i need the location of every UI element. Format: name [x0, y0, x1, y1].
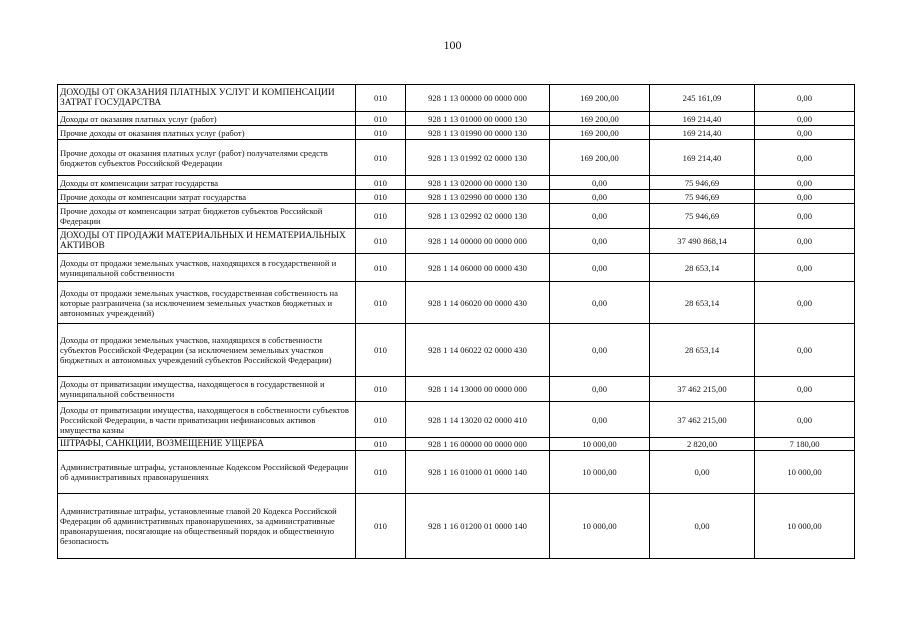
row-budget-code: 928 1 13 02000 00 0000 130 [406, 176, 550, 190]
row-approved: 0,00 [550, 377, 650, 402]
table-row [58, 140, 855, 176]
row-unexecuted: 0,00 [755, 254, 855, 282]
row-approved: 0,00 [550, 402, 650, 438]
table-row [58, 377, 855, 402]
table-row [58, 402, 855, 438]
row-admin-code: 010 [356, 494, 406, 559]
row-admin-code: 010 [356, 377, 406, 402]
table-row [58, 254, 855, 282]
row-name: Прочие доходы от оказания платных услуг (работ) получателями средств бюджетов субъектов Российской Федерации [58, 140, 356, 176]
row-unexecuted: 7 180,00 [755, 438, 855, 451]
row-name: Прочие доходы от компенсации затрат бюджетов субъектов Российской Федерации [58, 204, 356, 229]
row-unexecuted: 10 000,00 [755, 494, 855, 559]
row-name: Прочие доходы от компенсации затрат государства [58, 190, 356, 204]
row-approved: 0,00 [550, 204, 650, 229]
row-budget-code: 928 1 13 01992 02 0000 130 [406, 140, 550, 176]
table-row [58, 282, 855, 324]
row-name: Доходы от продажи земельных участков, находящихся в собственности субъектов Российской Федерации (за исключением земельных участков бюджетных и автономных учреждений субъектов Российской Федерации) [58, 324, 356, 377]
row-unexecuted: 0,00 [755, 126, 855, 140]
row-name: Доходы от приватизации имущества, находящегося в собственности субъектов Российской Федерации, в части приватизации нефинансовых активов имущества казны [58, 402, 356, 438]
row-name: ДОХОДЫ ОТ ПРОДАЖИ МАТЕРИАЛЬНЫХ И НЕМАТЕРИАЛЬНЫХ АКТИВОВ [58, 229, 356, 254]
row-approved: 0,00 [550, 176, 650, 190]
row-admin-code: 010 [356, 176, 406, 190]
row-unexecuted: 0,00 [755, 229, 855, 254]
row-admin-code: 010 [356, 229, 406, 254]
row-unexecuted: 0,00 [755, 140, 855, 176]
row-approved: 10 000,00 [550, 438, 650, 451]
table-row [58, 204, 855, 229]
row-unexecuted: 0,00 [755, 190, 855, 204]
row-budget-code: 928 1 13 02990 00 0000 130 [406, 190, 550, 204]
row-executed: 169 214,40 [650, 126, 755, 140]
row-budget-code: 928 1 13 02992 02 0000 130 [406, 204, 550, 229]
page-number: 100 [443, 38, 462, 52]
row-admin-code: 010 [356, 140, 406, 176]
row-admin-code: 010 [356, 204, 406, 229]
row-name: Доходы от продажи земельных участков, находящихся в государственной и муниципальной собственности [58, 254, 356, 282]
row-budget-code: 928 1 14 00000 00 0000 000 [406, 229, 550, 254]
row-approved: 10 000,00 [550, 494, 650, 559]
row-name: ДОХОДЫ ОТ ОКАЗАНИЯ ПЛАТНЫХ УСЛУГ И КОМПЕНСАЦИИ ЗАТРАТ ГОСУДАРСТВА [58, 85, 356, 112]
row-admin-code: 010 [356, 112, 406, 126]
row-name: Доходы от продажи земельных участков, государственная собственность на которые разграничена (за исключением земельных участков бюджетных и автономных учреждений) [58, 282, 356, 324]
row-admin-code: 010 [356, 282, 406, 324]
row-budget-code: 928 1 14 13000 00 0000 000 [406, 377, 550, 402]
row-executed: 28 653,14 [650, 254, 755, 282]
row-unexecuted: 0,00 [755, 402, 855, 438]
table-row [58, 126, 855, 140]
table-row [58, 176, 855, 190]
row-unexecuted: 0,00 [755, 176, 855, 190]
row-admin-code: 010 [356, 85, 406, 112]
row-budget-code: 928 1 16 01000 01 0000 140 [406, 451, 550, 494]
row-admin-code: 010 [356, 438, 406, 451]
row-name: Прочие доходы от оказания платных услуг (работ) [58, 126, 356, 140]
row-unexecuted: 0,00 [755, 112, 855, 126]
row-approved: 169 200,00 [550, 112, 650, 126]
row-executed: 28 653,14 [650, 324, 755, 377]
table-row [58, 494, 855, 559]
row-name: Доходы от приватизации имущества, находящегося в государственной и муниципальной собственности [58, 377, 356, 402]
row-budget-code: 928 1 13 00000 00 0000 000 [406, 85, 550, 112]
row-approved: 10 000,00 [550, 451, 650, 494]
row-executed: 169 214,40 [650, 140, 755, 176]
row-executed: 75 946,69 [650, 190, 755, 204]
row-admin-code: 010 [356, 254, 406, 282]
row-approved: 169 200,00 [550, 126, 650, 140]
row-budget-code: 928 1 13 01000 00 0000 130 [406, 112, 550, 126]
row-executed: 2 820,00 [650, 438, 755, 451]
row-budget-code: 928 1 14 06022 02 0000 430 [406, 324, 550, 377]
table-row [58, 112, 855, 126]
row-name: Доходы от оказания платных услуг (работ) [58, 112, 356, 126]
table-row [58, 190, 855, 204]
row-unexecuted: 10 000,00 [755, 451, 855, 494]
table-row [58, 438, 855, 451]
row-executed: 28 653,14 [650, 282, 755, 324]
row-approved: 0,00 [550, 229, 650, 254]
row-approved: 169 200,00 [550, 140, 650, 176]
row-unexecuted: 0,00 [755, 204, 855, 229]
row-approved: 0,00 [550, 254, 650, 282]
table-row [58, 229, 855, 254]
row-approved: 0,00 [550, 190, 650, 204]
row-admin-code: 010 [356, 451, 406, 494]
row-name: Доходы от компенсации затрат государства [58, 176, 356, 190]
row-admin-code: 010 [356, 190, 406, 204]
table-row [58, 85, 855, 112]
row-executed: 75 946,69 [650, 176, 755, 190]
table-row [58, 451, 855, 494]
row-budget-code: 928 1 13 01990 00 0000 130 [406, 126, 550, 140]
row-executed: 169 214,40 [650, 112, 755, 126]
row-unexecuted: 0,00 [755, 377, 855, 402]
row-executed: 0,00 [650, 494, 755, 559]
row-name: ШТРАФЫ, САНКЦИИ, ВОЗМЕЩЕНИЕ УЩЕРБА [58, 438, 356, 451]
revenue-table [57, 84, 855, 559]
row-unexecuted: 0,00 [755, 324, 855, 377]
row-executed: 37 490 868,14 [650, 229, 755, 254]
row-admin-code: 010 [356, 324, 406, 377]
row-budget-code: 928 1 16 00000 00 0000 000 [406, 438, 550, 451]
row-budget-code: 928 1 14 13020 02 0000 410 [406, 402, 550, 438]
row-name: Административные штрафы, установленные главой 20 Кодекса Российской Федерации об административных правонарушениях, за административные правонарушения, посягающие на общественный порядок и общественную безопасность [58, 494, 356, 559]
row-approved: 0,00 [550, 324, 650, 377]
row-executed: 75 946,69 [650, 204, 755, 229]
row-executed: 37 462 215,00 [650, 402, 755, 438]
row-admin-code: 010 [356, 402, 406, 438]
row-budget-code: 928 1 14 06020 00 0000 430 [406, 282, 550, 324]
row-executed: 0,00 [650, 451, 755, 494]
row-executed: 37 462 215,00 [650, 377, 755, 402]
table-row [58, 324, 855, 377]
row-executed: 245 161,09 [650, 85, 755, 112]
row-budget-code: 928 1 16 01200 01 0000 140 [406, 494, 550, 559]
row-admin-code: 010 [356, 126, 406, 140]
row-unexecuted: 0,00 [755, 85, 855, 112]
row-unexecuted: 0,00 [755, 282, 855, 324]
row-budget-code: 928 1 14 06000 00 0000 430 [406, 254, 550, 282]
row-name: Административные штрафы, установленные Кодексом Российской Федерации об административных правонарушениях [58, 451, 356, 494]
row-approved: 169 200,00 [550, 85, 650, 112]
row-approved: 0,00 [550, 282, 650, 324]
